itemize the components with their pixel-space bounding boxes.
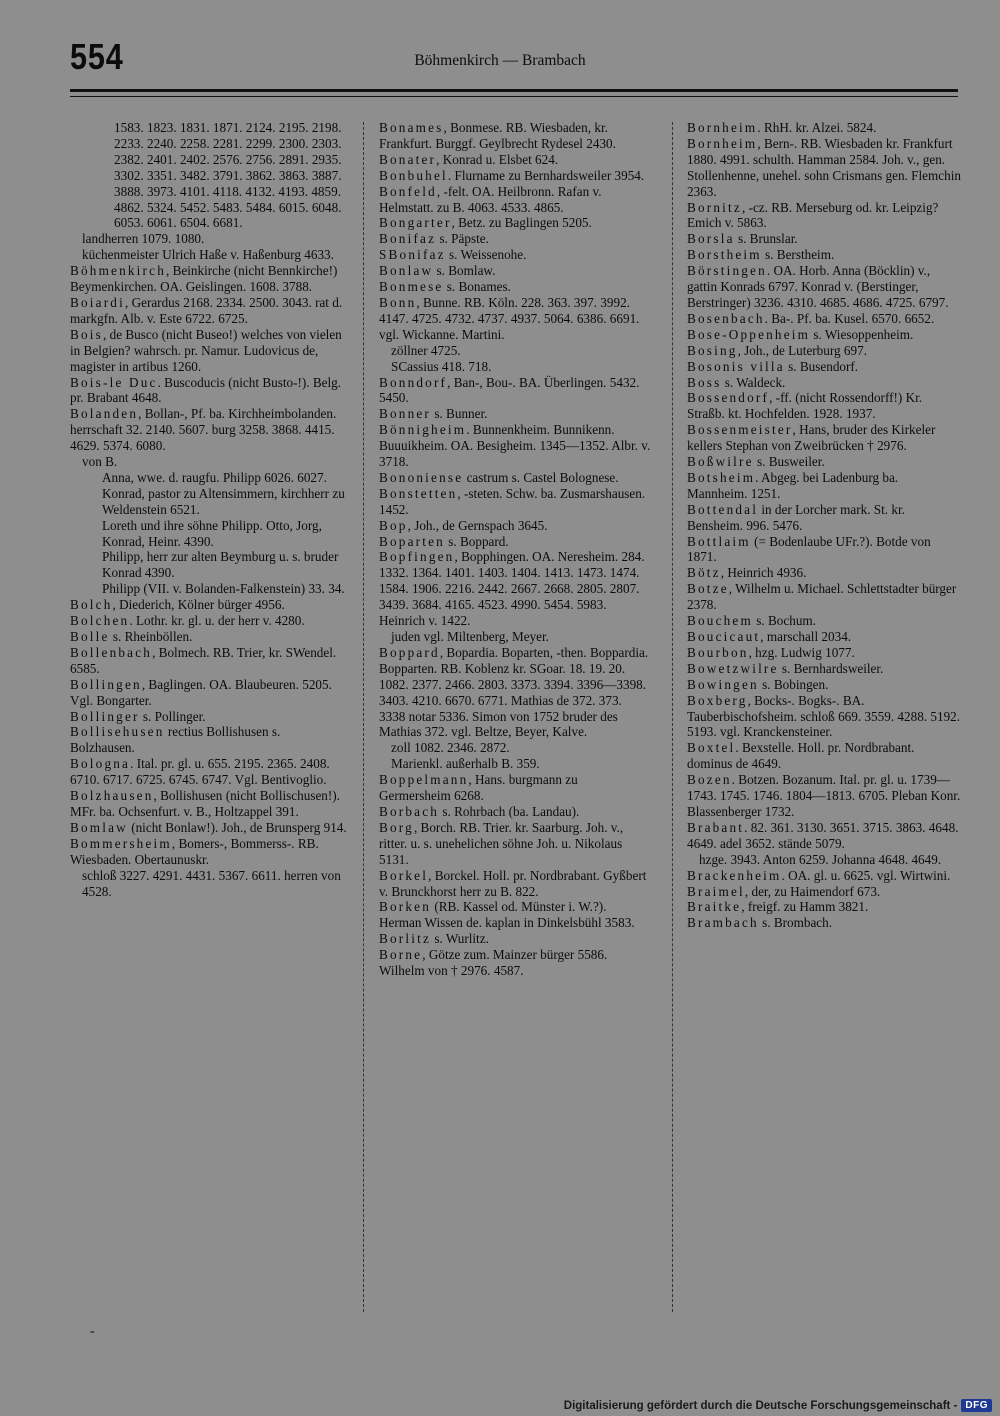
index-entry <box>687 470 961 502</box>
index-entry <box>379 184 651 216</box>
entry-headword: Borne <box>379 947 423 963</box>
index-entry <box>687 454 961 470</box>
entry-text: . Ba-. Pf. ba. Kusel. 6570. 6652. <box>764 310 935 326</box>
entry-text: s. Boppard. <box>444 533 509 549</box>
entry-text: , Ban-, Bou-. BA. Überlingen. 5432. 5450. <box>379 374 640 406</box>
entry-text: , Bollishusen (nicht Bollischusen!). MFr. ba. Ochsenfurt. v. B., Holtzappel 391. <box>70 788 340 819</box>
entry-headword: Boxberg <box>687 692 748 708</box>
footer-credit: Digitalisierung gefördert durch die Deutsche Forschungsgemeinschaft - <box>563 1399 958 1412</box>
index-entry <box>379 534 651 550</box>
header-rule-thin <box>70 96 958 97</box>
entry-text: , hzg. Ludwig 1077. <box>748 644 855 660</box>
sub-entry: Philipp (VII. v. Bolanden-Falkenstein) 33. 34. <box>102 581 345 597</box>
entry-text: s. Bobingen. <box>758 676 829 692</box>
entry-headword: Bolch <box>70 597 113 613</box>
entry-headword: Bozen <box>687 772 732 788</box>
index-entry <box>687 772 961 820</box>
index-entry <box>379 470 651 486</box>
entry-text: (= Bodenlaube UFr.?). Botde von 1871. <box>687 533 931 565</box>
index-entry <box>379 518 651 534</box>
index-entry <box>70 613 347 629</box>
entry-headword: Boucicaut <box>687 629 761 644</box>
entry-text: . 82. 361. 3130. 3651. 3715. 3863. 4648. 4649. adel 3652. stände 5079. <box>687 819 959 851</box>
entry-text: , -cz. RB. Merseburg od. kr. Leipzig? Emich v. 5863. <box>687 199 939 231</box>
entry-headword: Bosonis villa <box>687 358 785 374</box>
index-entry <box>70 263 347 295</box>
entry-text: , Diederich, Kölner bürger 4956. <box>112 597 285 613</box>
index-entry <box>687 502 961 534</box>
entry-headword: Bornheim <box>687 135 758 151</box>
entry-text: , Bolmech. RB. Trier, kr. SWendel. 6585. <box>70 644 337 676</box>
entry-headword: Boiardi <box>70 294 125 310</box>
sub-entry: hzge. 3943. Anton 6259. Johanna 4648. 4649. <box>699 851 942 867</box>
entry-headword: Borstheim <box>687 247 762 263</box>
entry-headword: Bonner <box>379 406 432 422</box>
entry-headword: Bopfingen <box>379 549 455 565</box>
index-entry <box>70 597 347 613</box>
index-entry <box>379 152 651 168</box>
entry-text: s. Busendorf. <box>784 358 859 374</box>
sub-entry: von B. <box>82 454 118 470</box>
entry-text: , Götze zum. Mainzer bürger 5586. Wilhelm von † 2976. 4587. <box>379 947 608 979</box>
entry-text: . Lothr. kr. gl. u. der herr v. 4280. <box>129 613 305 629</box>
entry-text: s. Wiesoppenheim. <box>810 326 914 342</box>
entry-text: (nicht Bonlaw!). Joh., de Brunsperg 914. <box>127 819 347 835</box>
index-entry <box>379 168 651 184</box>
entry-text: , Hans, bruder des Kirkeler kellers Stephan von Zweibrücken † 2976. <box>687 422 936 454</box>
entry-text: , -felt. OA. Heilbronn. Rafan v. Helmstatt. zu B. 4063. 4533. 4865. <box>379 183 602 215</box>
entry-headword: Bonames <box>379 120 444 135</box>
entry-text: s. Päpste. <box>436 231 489 247</box>
entry-text: , Joh., de Luterburg 697. <box>737 342 867 358</box>
entry-text: s. Busweiler. <box>753 454 825 470</box>
entry-headword: Brackenheim <box>687 867 782 883</box>
index-entry <box>70 756 347 788</box>
entry-text: , -ff. (nicht Rossendorff!) Kr. Straßb. kt. Hochfelden. 1928. 1937. <box>687 390 923 422</box>
index-entry <box>379 772 651 804</box>
entry-text: , Betz. zu Baglingen 5205. <box>451 215 592 231</box>
entry-headword: Boppard <box>379 644 440 660</box>
entry-headword: Boßwilre <box>687 454 754 470</box>
entry-headword: Bonndorf <box>379 374 448 390</box>
entry-headword: Bonbuhel <box>379 167 448 183</box>
entry-text: s. Waldeck. <box>721 374 786 390</box>
entry-text: . OA. gl. u. 6625. vgl. Wirtwini. <box>781 867 951 883</box>
entry-text: , Hans. burgmann zu Germersheim 6268. <box>379 772 578 804</box>
index-entry <box>687 629 961 645</box>
index-entry <box>379 279 651 295</box>
entry-headword: Bosenbach <box>687 310 765 326</box>
index-column-2 <box>379 120 651 979</box>
index-entry <box>687 390 961 422</box>
entry-text: , -steten. Schw. ba. Zusmarshausen. 1452. <box>379 485 646 517</box>
entry-text: , de Busco (nicht Buseo!) welches von vielen in Belgien? wahrsch. pr. Namur. Ludovicus de, magister in artibus 1260. <box>70 326 342 374</box>
running-head: Böhmenkirch — Brambach <box>414 52 586 69</box>
entry-headword: Bollenbach <box>70 644 153 660</box>
entry-headword: Bononiense <box>379 469 464 485</box>
entry-headword: Bonstetten <box>379 485 458 501</box>
entry-headword: Bowingen <box>687 676 759 692</box>
entry-text: . Flurname zu Bernhardsweiler 3954. <box>447 167 645 183</box>
entry-text: s. Rheinböllen. <box>109 629 193 644</box>
index-entry <box>687 247 961 263</box>
entry-headword: Bommersheim <box>70 835 172 851</box>
entry-text: , Bopardia. Boparten, -then. Boppardia. Bopparten. RB. Koblenz kr. SGoar. 18. 19. 20. 1082. 2377. 2466. 2803. 3373. 3394. 3396—3398. 3403. 4210. 6670. 6771. Mathias de 372. 373. 3338 notar 5336. Simon von 1752 bruder des Mathias 372. vgl. Beltze, Beyer, Kalve. <box>379 644 649 740</box>
entry-headword: Botsheim <box>687 469 756 485</box>
entry-headword: Böhmenkirch <box>70 263 166 279</box>
index-entry <box>379 868 651 900</box>
index-entry <box>687 375 961 391</box>
entry-headword: Borken <box>379 899 432 915</box>
entry-text: , Wilhelm u. Michael. Schlettstadter bürger 2378. <box>687 581 957 613</box>
entry-text: in der Lorcher mark. St. kr. Bensheim. 996. 5476. <box>687 501 905 533</box>
entry-headword: Bouchem <box>687 613 753 629</box>
entry-headword: Boss <box>687 374 722 390</box>
entry-text: , Heinrich 4936. <box>720 565 807 581</box>
entry-text: , marschall 2034. <box>760 629 852 644</box>
entry-headword: SBonifaz <box>379 247 446 263</box>
index-entry <box>687 200 961 232</box>
entry-text: s. Bernhardsweiler. <box>778 660 884 676</box>
entry-headword: Bötz <box>687 565 721 581</box>
entry-text: (RB. Kassel od. Münster i. W.?). Herman Wissen de. kaplan in Dinkelsbühl 3583. <box>379 899 635 931</box>
index-entry <box>687 868 961 884</box>
entry-text: rectius Bollishusen s. Bolzhausen. <box>70 724 281 756</box>
entry-headword: Bönnigheim <box>379 422 467 438</box>
entry-text: . Bunnenkheim. Bunnikenn. Buuuikheim. OA. Besigheim. 1345—1352. Albr. v. 3718. <box>379 422 651 470</box>
entry-headword: Bollinger <box>70 708 140 724</box>
entry-headword: Bomlaw <box>70 819 128 835</box>
entry-headword: Borg <box>379 819 414 835</box>
entry-headword: Bollisehusen <box>70 724 165 740</box>
index-entry <box>379 804 651 820</box>
entry-headword: Bonmese <box>379 279 444 295</box>
index-entry <box>379 820 651 868</box>
index-entry <box>687 645 961 661</box>
column-separator-1 <box>363 122 364 1312</box>
sub-entry: juden vgl. Miltenberg, Meyer. <box>391 629 549 644</box>
index-entry <box>687 581 961 613</box>
entry-text: . RhH. kr. Alzei. 5824. <box>757 120 877 135</box>
index-entry <box>379 931 651 947</box>
index-entry <box>687 884 961 900</box>
entry-headword: Bologna <box>70 756 131 772</box>
entry-text: , der, zu Haimendorf 673. <box>744 883 881 899</box>
entry-text: . Bexstelle. Holl. pr. Nordbrabant. dominus de 4649. <box>687 740 915 772</box>
index-entry <box>70 327 347 375</box>
entry-text: , Gerardus 2168. 2334. 2500. 3043. rat d. markgfn. Alb. v. Este 6722. 6725. <box>70 294 343 326</box>
entry-headword: Bottlaim <box>687 533 751 549</box>
index-entry <box>70 788 347 820</box>
index-entry <box>379 215 651 231</box>
entry-text: . OA. Horb. Anna (Böcklin) v., gattin Konrads 6797. Konrad v. (Berstinger, Berstringer) 3236. 4310. 4685. 4686. 4725. 6797. <box>687 263 949 310</box>
sub-entry: Konrad, pastor zu Altensimmern, kirchherr zu Weldenstein 6521. <box>102 485 345 517</box>
entry-text: s. Wurlitz. <box>431 931 489 947</box>
index-entry <box>70 406 347 454</box>
entry-headword: Bowetzwilre <box>687 660 779 676</box>
sub-entry: Loreth und ihre söhne Philipp. Otto, Jorg, Konrad, Heinr. 4390. <box>102 517 322 549</box>
entry-headword: Bolle <box>70 629 110 644</box>
index-entry <box>687 661 961 677</box>
column-separator-2 <box>672 122 673 1312</box>
index-column-1 <box>70 120 347 899</box>
entry-headword: Brabant <box>687 819 745 835</box>
entry-headword: Bose-Oppenheim <box>687 326 811 342</box>
index-entry <box>379 486 651 518</box>
entry-headword: Brambach <box>687 915 759 931</box>
index-entry <box>379 263 651 279</box>
entry-text: castrum s. Castel Bolognese. <box>463 469 619 485</box>
entry-headword: Bollingen <box>70 676 142 692</box>
index-entry <box>70 820 347 836</box>
entry-text: , Bonmese. RB. Wiesbaden, kr. Frankfurt. Burggf. Geylbrecht Rydesel 2430. <box>379 120 616 151</box>
index-entry <box>70 295 347 327</box>
entry-headword: Bossendorf <box>687 390 770 406</box>
entry-text: s. Weissenohe. <box>445 247 527 263</box>
entry-text: , Bopphingen. OA. Neresheim. 284. 1332. 1364. 1401. 1403. 1404. 1413. 1473. 1474. 1584. 1906. 2216. 2442. 2667. 2668. 2805. 2807. 3439. 3684. 4165. 4523. 4990. 5454. 5983. Heinrich v. 1422. <box>379 549 645 629</box>
entry-headword: Bolzhausen <box>70 788 154 804</box>
entry-text: , Bocks-. Bogks-. BA. Tauberbischofsheim. schloß 669. 3559. 4288. 5192. 5193. vgl. Kranckensteiner. <box>687 692 961 740</box>
index-entry <box>687 534 961 566</box>
entry-headword: Bop <box>379 517 408 533</box>
dfg-logo: DFG <box>961 1399 992 1412</box>
entry-headword: Bonater <box>379 151 437 167</box>
entry-text: s. Bunner. <box>431 406 488 422</box>
entry-headword: Börstingen <box>687 263 767 279</box>
sub-entry: Philipp, herr zur alten Beymburg u. s. bruder Konrad 4390. <box>102 549 339 581</box>
entry-headword: Bonn <box>379 294 417 310</box>
entry-text: , Bunne. RB. Köln. 228. 363. 397. 3992. 4147. 4725. 4732. 4737. 4937. 5064. 6386. 6691. vgl. Wickanne. Martini. <box>379 294 640 342</box>
index-entry <box>70 709 347 725</box>
entry-headword: Bois-le Duc <box>70 374 158 390</box>
index-entry <box>379 375 651 407</box>
index-entry <box>379 295 651 343</box>
entry-headword: Bonfeld <box>379 183 437 199</box>
index-entry <box>687 899 961 915</box>
entry-text: , Borch. RB. Trier. kr. Saarburg. Joh. v., ritter. u. s. unehelichen söhne Joh. u. Nikolaus 5131. <box>379 819 624 867</box>
entry-headword: Bois <box>70 326 103 342</box>
entry-headword: Boxtel <box>687 740 736 756</box>
sub-entry: landherren 1079. 1080. <box>82 231 205 247</box>
index-entry <box>687 915 961 931</box>
index-entry <box>379 231 651 247</box>
index-entry <box>70 836 347 868</box>
entry-text: s. Bochum. <box>752 613 816 629</box>
entry-headword: Braitke <box>687 899 742 915</box>
entry-headword: Bonifaz <box>379 231 437 247</box>
index-entry <box>687 231 961 247</box>
index-entry <box>687 327 961 343</box>
index-entry <box>687 359 961 375</box>
sub-entry: Marienkl. außerhalb B. 359. <box>391 756 540 772</box>
index-entry <box>687 565 961 581</box>
entry-text: . Abgeg. bei Ladenburg ba. Mannheim. 1251. <box>687 469 899 501</box>
entry-text: . Botzen. Bozanum. Ital. pr. gl. u. 1739—1743. 1745. 1746. 1804—1813. 6705. Pleban Konr. Blassenberger 1732. <box>687 772 961 819</box>
entry-headword: Borbach <box>379 803 440 819</box>
entry-text: , Konrad u. Elsbet 624. <box>436 151 559 167</box>
entry-text: , Bollan-, Pf. ba. Kirchheimbolanden. herrschaft 32. 2140. 5607. burg 3258. 3868. 4415. 4629. 5374. 6080. <box>70 406 337 454</box>
header-rule-thick <box>70 89 958 92</box>
index-entry <box>379 120 651 152</box>
footer <box>564 1399 992 1412</box>
index-entry <box>687 263 961 311</box>
index-entry <box>379 899 651 931</box>
entry-headword: Bossenmeister <box>687 422 793 438</box>
entry-text: s. Bonames. <box>443 279 511 295</box>
entry-headword: Borkel <box>379 867 429 883</box>
entry-text: s. Pollinger. <box>139 708 206 724</box>
entry-headword: Borsla <box>687 231 735 247</box>
index-entry <box>687 677 961 693</box>
entry-headword: Braimel <box>687 883 745 899</box>
index-entry <box>687 422 961 454</box>
entry-text: , Bomers-, Bommerss-. RB. Wiesbaden. Obertaunuskr. <box>70 835 319 867</box>
index-entry <box>687 136 961 200</box>
entry-headword: Botze <box>687 581 729 597</box>
entry-headword: Boppelmann <box>379 772 469 788</box>
index-entry <box>70 645 347 677</box>
index-entry <box>379 406 651 422</box>
entry-text: . Ital. pr. gl. u. 655. 2195. 2365. 2408. 6710. 6717. 6725. 6745. 6747. Vgl. Bentivoglio. <box>70 756 330 788</box>
index-entry <box>70 629 347 645</box>
margin-mark: - <box>90 1324 95 1339</box>
index-entry <box>70 375 347 407</box>
reference-numbers: 1583. 1823. 1831. 1871. 2124. 2195. 2198. 2233. 2240. 2258. 2281. 2299. 2300. 2303. 2382. 2401. 2402. 2576. 2756. 2891. 2935. 3302. 3351. 3482. 3791. 3862. 3863. 3887. 3888. 3973. 4101. 4118. 4132. 4193. 4859. 4862. 5324. 5452. 5483. 5484. 6015. 6048. 6053. 6061. 6504. 6681. <box>114 120 342 231</box>
index-entry <box>379 947 651 979</box>
index-entry <box>687 740 961 772</box>
index-entry <box>379 247 651 263</box>
entry-headword: Bolchen <box>70 613 130 629</box>
sub-entry: schloß 3227. 4291. 4431. 5367. 6611. herren von 4528. <box>82 867 341 899</box>
entry-headword: Bonlaw <box>379 263 434 279</box>
entry-text: . Buscoducis (nicht Busto-!). Belg. pr. Brabant 4648. <box>70 374 342 406</box>
entry-headword: Bolanden <box>70 406 139 422</box>
index-entry <box>687 120 961 136</box>
entry-text: , Bern-. RB. Wiesbaden kr. Frankfurt 1880. 4991. schulth. Hamman 2584. Joh. v., gen. Stollenhenne, unehel. sohn Crismans gen. Flemchin 2363. <box>687 135 961 199</box>
entry-text: s. Rohrbach (ba. Landau). <box>439 803 580 819</box>
index-entry <box>379 422 651 470</box>
index-entry <box>687 343 961 359</box>
entry-headword: Borlitz <box>379 931 432 947</box>
sub-entry: zöllner 4725. <box>391 342 461 358</box>
page-number: 554 <box>70 36 124 77</box>
entry-headword: Bongarter <box>379 215 452 231</box>
index-entry <box>687 613 961 629</box>
entry-headword: Bornheim <box>687 120 758 135</box>
sub-entry: Anna, wwe. d. raugfu. Philipp 6026. 6027. <box>102 469 327 485</box>
sub-entry: küchenmeister Ulrich Haße v. Haßenburg 4633. <box>82 247 334 263</box>
index-entry <box>687 311 961 327</box>
entry-text: , Beinkirche (nicht Bennkirche!) Beymenkirchen. OA. Geislingen. 1608. 3788. <box>70 263 338 295</box>
sub-entry: zoll 1082. 2346. 2872. <box>391 740 510 756</box>
entry-headword: Bornitz <box>687 199 742 215</box>
sub-entry: SCassius 418. 718. <box>391 358 492 374</box>
entry-headword: Bosing <box>687 342 738 358</box>
entry-text: , Baglingen. OA. Blaubeuren. 5205. Vgl. Bongarter. <box>70 676 332 708</box>
entry-text: s. Brunslar. <box>734 231 798 247</box>
entry-headword: Bourbon <box>687 644 749 660</box>
index-entry <box>70 677 347 709</box>
index-entry <box>379 549 651 629</box>
index-entry <box>70 724 347 756</box>
index-entry <box>687 820 961 852</box>
index-entry <box>379 645 651 740</box>
entry-text: s. Berstheim. <box>761 247 835 263</box>
entry-headword: Bottendal <box>687 501 759 517</box>
index-entry <box>687 693 961 741</box>
index-column-3 <box>687 120 961 931</box>
entry-headword: Boparten <box>379 533 445 549</box>
entry-text: , Joh., de Gernspach 3645. <box>407 517 548 533</box>
entry-text: , freigf. zu Hamm 3821. <box>741 899 869 915</box>
entry-text: s. Brombach. <box>758 915 833 931</box>
entry-text: , Borckel. Holl. pr. Nordbrabant. Gyßbert v. Brunckhorst herr zu B. 822. <box>379 867 647 899</box>
entry-text: s. Bomlaw. <box>433 263 496 279</box>
